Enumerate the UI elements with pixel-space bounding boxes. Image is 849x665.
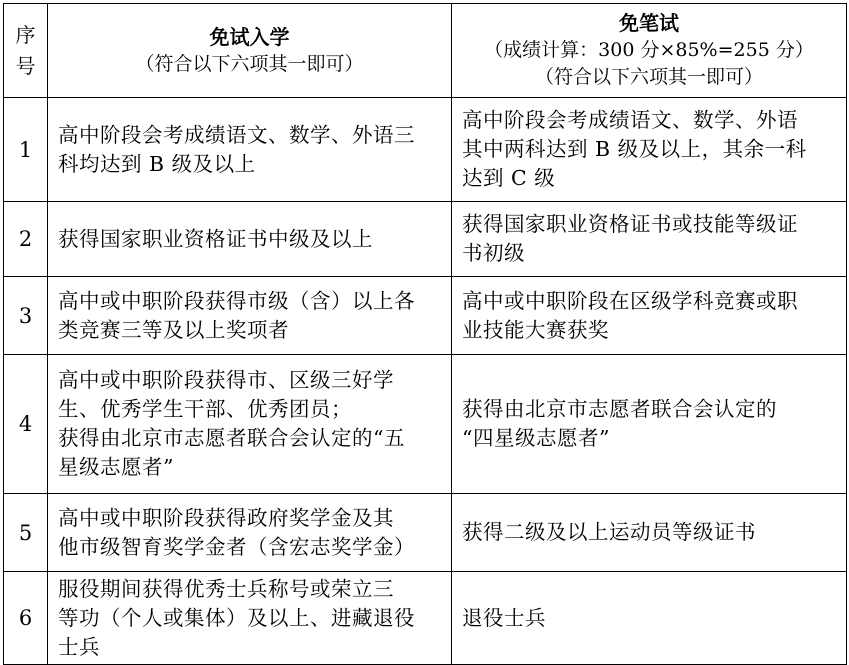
table-row — [4, 202, 847, 277]
cell-text-line: “四星级志愿者” — [462, 426, 610, 450]
table-row — [4, 572, 847, 665]
header-index — [4, 4, 48, 98]
admission-criterion — [48, 494, 452, 572]
cell-text-line: 士兵 — [58, 634, 100, 659]
table-row — [4, 277, 847, 355]
row-index: 1 — [4, 98, 48, 202]
cell-text-line: 高中或中职阶段获得政府奖学金及其 — [58, 505, 394, 530]
header-row — [4, 4, 847, 98]
cell-text-line: 退役士兵 — [462, 605, 546, 630]
cell-text-line: 高中或中职阶段在区级学科竞赛或职 — [462, 288, 798, 313]
cell-text-line: 其中两科达到 B 级及以上，其余一科 — [462, 137, 807, 161]
cell-text-line: 获得由北京市志愿者联合会认定的“五 — [58, 426, 405, 450]
table-row — [4, 98, 847, 202]
row-index: 4 — [4, 355, 48, 494]
exempt-admission-title: 免试入学 — [209, 24, 290, 49]
admission-criterion — [48, 202, 452, 277]
header-index-line: 序 — [15, 22, 36, 47]
row-index: 2 — [4, 202, 48, 277]
written-exemption-criterion — [452, 355, 847, 494]
row-index: 3 — [4, 277, 48, 355]
table-row — [4, 355, 847, 494]
exempt-written-title: 免笔试 — [619, 11, 679, 35]
table-row — [4, 494, 847, 572]
admission-criterion — [48, 572, 452, 665]
cell-text-line: 等功（个人或集体）及以上、进藏退役 — [58, 605, 415, 630]
cell-text-line: 科均达到 B 级及以上 — [58, 151, 256, 176]
exempt-admission-note: （符合以下六项其一即可） — [135, 52, 364, 75]
written-exemption-criterion — [452, 98, 847, 202]
header-index-line: 号 — [15, 53, 36, 78]
cell-text-line: 生、优秀学生干部、优秀团员； — [58, 397, 352, 421]
admission-criteria-table — [3, 3, 847, 665]
cell-text-line: 达到 C 级 — [462, 166, 556, 190]
written-exemption-criterion — [452, 572, 847, 665]
cell-text-line: 服役期间获得优秀士兵称号或荣立三 — [58, 576, 394, 601]
written-exemption-criterion — [452, 277, 847, 355]
admission-criterion — [48, 355, 452, 494]
cell-text-line: 高中或中职阶段获得市级（含）以上各 — [58, 288, 415, 313]
cell-text-line: 业技能大赛获奖 — [462, 317, 609, 342]
cell-text-line: 高中或中职阶段获得市、区级三好学 — [58, 368, 394, 392]
cell-text-line: 他市级智育奖学金者（含宏志奖学金） — [58, 534, 415, 559]
cell-text-line: 获得由北京市志愿者联合会认定的 — [462, 397, 777, 421]
admission-criterion — [48, 98, 452, 202]
cell-text-line: 获得国家职业资格证书中级及以上 — [58, 226, 373, 251]
written-exemption-criterion — [452, 494, 847, 572]
cell-text-line: 书初级 — [462, 241, 525, 265]
cell-text-line: 星级志愿者” — [58, 455, 174, 479]
written-exemption-criterion — [452, 202, 847, 277]
cell-text-line: 高中阶段会考成绩语文、数学、外语三 — [58, 122, 415, 147]
header-exempt-admission — [48, 4, 452, 98]
cell-text-line: 高中阶段会考成绩语文、数学、外语 — [462, 108, 798, 132]
cell-text-line: 获得二级及以上运动员等级证书 — [462, 520, 756, 544]
cell-text-line: 类竞赛三等及以上奖项者 — [58, 317, 289, 342]
exempt-written-note: （符合以下六项其一即可） — [534, 66, 763, 88]
exempt-written-formula: （成绩计算：300 分×85%=255 分） — [484, 39, 814, 61]
admission-criterion — [48, 277, 452, 355]
cell-text-line: 获得国家职业资格证书或技能等级证 — [462, 212, 798, 236]
row-index: 6 — [4, 572, 48, 665]
header-exempt-written — [452, 4, 847, 98]
row-index: 5 — [4, 494, 48, 572]
